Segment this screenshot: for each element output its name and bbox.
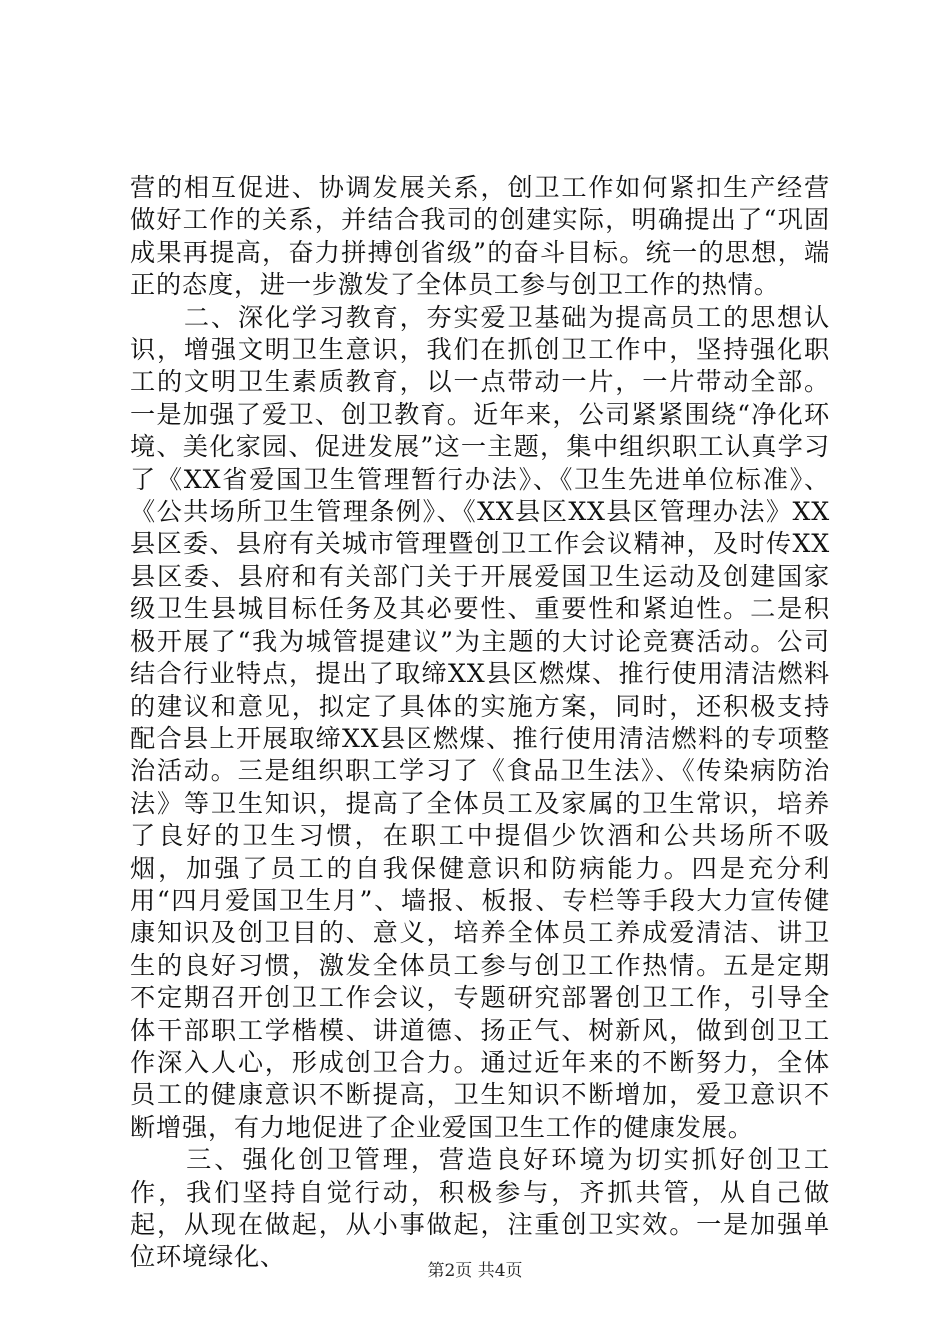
document-body [130,172,830,1274]
paragraph-intro-continuation: 营的相互促进、协调发展关系，创卫工作如何紧扣生产经营做好工作的关系，并结合我司的创建实际，明确提出了“巩固成果再提高，奋力拼搏创省级”的奋斗目标。统一的思想，端正的态度，进一步激发了全体员工参与创卫工作的热情。 [130,173,830,300]
page-number-footer: 第2页 共4页 [427,1261,523,1281]
paragraph-section-two: 二、深化学习教育，夯实爱卫基础为提高员工的思想认识，增强文明卫生意识，我们在抓创卫工作中，坚持强化职工的文明卫生素质教育，以一点带动一片，一片带动全部。一是加强了爱卫、创卫教育。近年来，公司紧紧围绕“净化环境、美化家园、促进发展”这一主题，集中组织职工认真学习了《XX省爱国卫生管理暂行办法》、《卫生先进单位标准》、《公共场所卫生管理条例》、《XX县区XX县区管理办法》XX县区委、县府有关城市管理暨创卫工作会议精神，及时传XX县区委、县府和有关部门关于开展爱国卫生运动及创建国家级卫生县城目标任务及其必要性、重要性和紧迫性。二是积极开展了“我为城管提建议”为主题的大讨论竞赛活动。公司结合行业特点，提出了取缔XX县区燃煤、推行使用清洁燃料的建议和意见，拟定了具体的实施方案，同时，还积极支持配合县上开展取缔XX县区燃煤、推行使用清洁燃料的专项整治活动。三是组织职工学习了《食品卫生法》、《传染病防治法》等卫生知识，提高了全体员工及家属的卫生常识，培养了良好的卫生习惯，在职工中提倡少饮酒和公共场所不吸烟，加强了员工的自我保健意识和防病能力。四是充分利用“四月爱国卫生月”、墙报、板报、专栏等手段大力宣传健康知识及创卫目的、意义，培养全体员工养成爱清洁、讲卫生的良好习惯，激发全体员工参与创卫工作热情。五是定期不定期召开创卫工作会议，专题研究部署创卫工作，引导全体干部职工学楷模、讲道德、扬正气、树新风，做到创卫工作深入人心，形成创卫合力。通过近年来的不断努力，全体员工的健康意识不断提高，卫生知识不断增加，爱卫意识不断增强，有力地促进了企业爱国卫生工作的健康发展。 [130,302,830,1142]
paragraph-section-three: 三、强化创卫管理，营造良好环境为切实抓好创卫工作，我们坚持自觉行动，积极参与，齐抓共管，从自己做起，从现在做起，从小事做起，注重创卫实效。一是加强单位环境绿化、 [130,1145,830,1272]
